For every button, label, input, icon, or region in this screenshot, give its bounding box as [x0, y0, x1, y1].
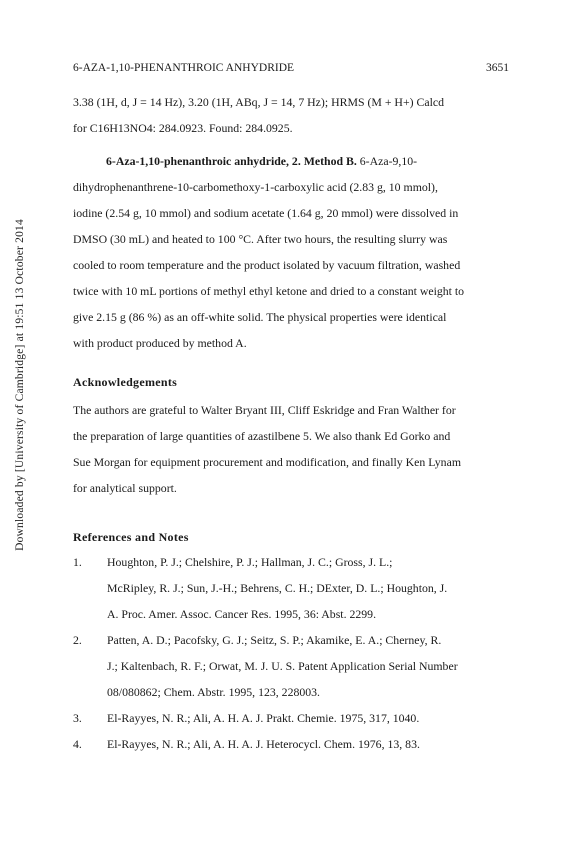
- method-line: with product produced by method A.: [73, 336, 247, 350]
- intro-line-1-text: 3.38 (1H, d, J = 14 Hz), 3.20 (1H, ABq, J = 14, 7 Hz); HRMS (M + H+) Calcd: [73, 95, 444, 109]
- reference-number: 3.: [73, 711, 82, 725]
- reference-line: McRipley, R. J.; Sun, J.-H.; Behrens, C. H.; DExter, D. L.; Houghton, J.: [107, 581, 448, 595]
- acknowledgements-line: for analytical support.: [73, 481, 177, 495]
- running-header: [73, 62, 509, 74]
- reference-line: Patten, A. D.; Pacofsky, G. J.; Seitz, S. P.; Akamike, E. A.; Cherney, R.: [107, 633, 442, 647]
- method-line: cooled to room temperature and the product isolated by vacuum filtration, washed: [73, 258, 461, 272]
- reference-number: 1.: [73, 555, 82, 569]
- reference-number: 2.: [73, 633, 82, 647]
- reference-number: 4.: [73, 737, 82, 751]
- reference-line: El-Rayyes, N. R.; Ali, A. H. A. J. Prakt. Chemie. 1975, 317, 1040.: [107, 711, 420, 725]
- running-title: 6-AZA-1,10-PHENANTHROIC ANHYDRIDE: [73, 62, 295, 74]
- reference-line: El-Rayyes, N. R.; Ali, A. H. A. J. Heterocycl. Chem. 1976, 13, 83.: [107, 737, 420, 751]
- reference-line: A. Proc. Amer. Assoc. Cancer Res. 1995, 36: Abst. 2299.: [107, 607, 377, 621]
- reference-line: Houghton, P. J.; Chelshire, P. J.; Hallman, J. C.; Gross, J. L.;: [107, 555, 393, 569]
- method-line: dihydrophenanthrene-10-carbomethoxy-1-carboxylic acid (2.83 g, 10 mmol),: [73, 180, 438, 194]
- method-line: DMSO (30 mL) and heated to 100 °C. After two hours, the resulting slurry was: [73, 232, 448, 246]
- reference-line: 08/080862; Chem. Abstr. 1995, 123, 228003.: [107, 685, 321, 699]
- acknowledgements-line: the preparation of large quantities of azastilbene 5. We also thank Ed Gorko and: [73, 429, 451, 443]
- method-line: give 2.15 g (86 %) as an off-white solid. The physical properties were identical: [73, 310, 447, 324]
- intro-line-2-text: for C16H13NO4: 284.0923. Found: 284.0925.: [73, 121, 293, 135]
- acknowledgements-line: The authors are grateful to Walter Bryant III, Cliff Eskridge and Fran Walther for: [73, 403, 456, 417]
- page-number: 3651: [486, 62, 509, 74]
- intro-line-2: [73, 121, 293, 136]
- method-first-line: [106, 154, 417, 169]
- download-watermark-text: Downloaded by [University of Cambridge] at 19:51 13 October 2014: [14, 219, 26, 551]
- intro-line-1: [73, 95, 444, 110]
- method-line: iodine (2.54 g, 10 mmol) and sodium acetate (1.64 g, 20 mmol) were dissolved in: [73, 206, 459, 220]
- references-heading: References and Notes: [73, 530, 189, 544]
- method-first-line-rest: 6-Aza-9,10-: [359, 154, 418, 168]
- download-watermark: [12, 150, 28, 620]
- reference-line: J.; Kaltenbach, R. F.; Orwat, M. J. U. S. Patent Application Serial Number: [107, 659, 458, 673]
- method-line: twice with 10 mL portions of methyl ethyl ketone and dried to a constant weight to: [73, 284, 465, 298]
- acknowledgements-heading: Acknowledgements: [73, 375, 178, 389]
- acknowledgements-line: Sue Morgan for equipment procurement and modification, and finally Ken Lynam: [73, 455, 461, 469]
- method-title: 6-Aza-1,10-phenanthroic anhydride, 2. Method B.: [106, 154, 357, 168]
